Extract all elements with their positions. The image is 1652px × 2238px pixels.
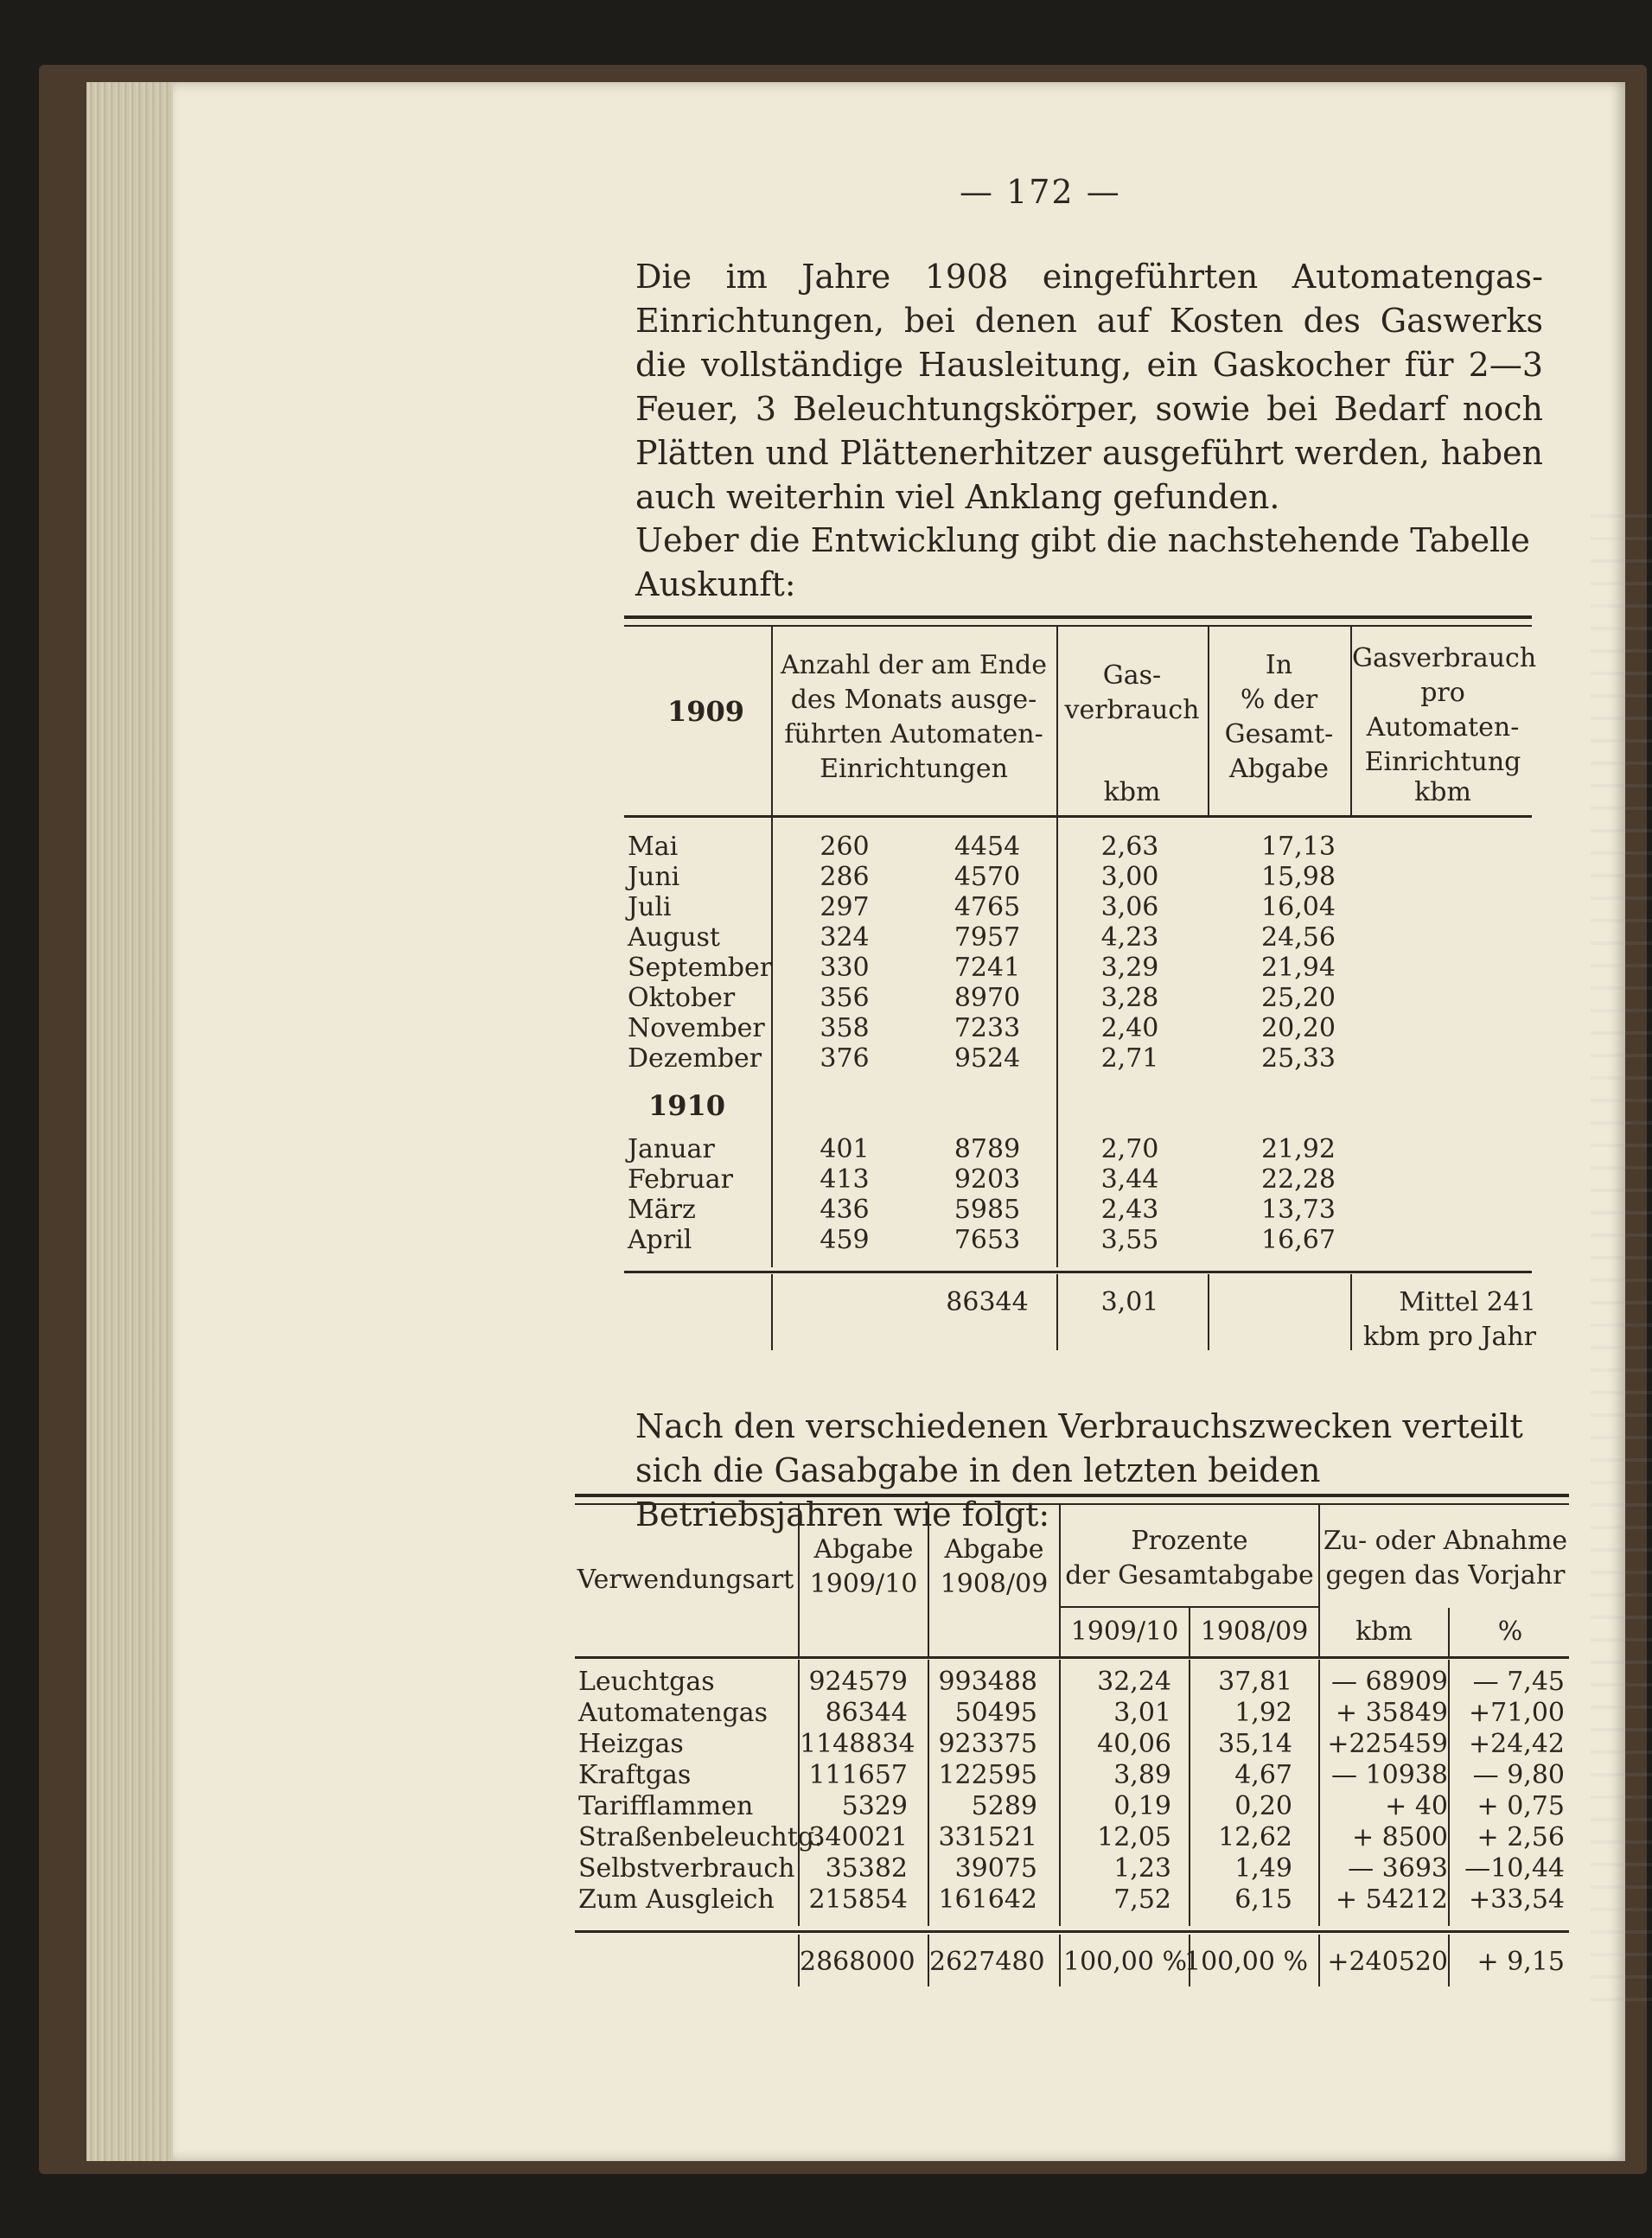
table-row [624,1164,1532,1195]
abgabe2-cell: 923375 [938,1729,1037,1759]
change-kbm-cell: + 54212 [1335,1884,1448,1915]
header-abgabe1-line1: Abgabe [813,1534,914,1565]
table-row [575,1853,1569,1884]
percent-cell: 4,23 [1100,922,1159,953]
abgabe2-cell: 122595 [938,1760,1037,1790]
consumption-cell: 4570 [954,862,1021,892]
change-kbm-cell: + 35849 [1335,1698,1448,1728]
month-cell: Februar [628,1164,734,1195]
verwendung-table [575,1494,1569,1995]
abgabe1-cell: 924579 [808,1667,908,1697]
total-percent: 3,01 [1100,1287,1159,1317]
consumption-cell: 7653 [954,1225,1021,1255]
header-abgabe1-line2: 1909/10 [809,1569,918,1599]
use-cell: Automatengas [578,1698,769,1728]
table2-header-abgabe1 [800,1533,928,1602]
table1-header-count [773,648,1055,787]
table2-header-abgabe2 [929,1533,1059,1602]
prozent1-cell: 32,24 [1097,1667,1171,1697]
table1-header-percent [1209,648,1349,787]
count-cell: 260 [820,832,870,862]
percent-cell: 3,29 [1100,953,1159,983]
month-cell: Mai [628,832,679,862]
header-abgabe2-line2: 1908/09 [940,1569,1049,1599]
per-unit-cell: 15,98 [1261,862,1336,892]
month-cell: Juni [628,862,680,892]
table-row [624,1043,1532,1074]
prozent1-cell: 12,05 [1097,1822,1171,1852]
header-change-line2: gegen das Vorjahr [1325,1560,1566,1591]
total-prozent1: 100,00 % [1063,1947,1188,1977]
table-row [624,1013,1532,1043]
table-row [624,983,1532,1013]
table2-header-change-unit1: kbm [1355,1616,1413,1647]
table2-top-rule [575,1494,1569,1505]
table2-header-rule [575,1656,1569,1659]
consumption-cell: 8970 [954,983,1021,1013]
per-unit-cell: 21,92 [1261,1134,1336,1164]
table1-sum-rule [624,1271,1532,1273]
total-per-unit-line1: Mittel 241 [1399,1287,1536,1317]
per-unit-cell: 16,67 [1261,1225,1336,1255]
table1-header-year: 1909 [667,695,745,728]
change-pct-cell: +71,00 [1468,1698,1565,1728]
abgabe1-cell: 340021 [808,1822,908,1852]
abgabe2-cell: 161642 [938,1884,1037,1915]
use-cell: Kraftgas [578,1760,692,1790]
table1-top-rule [624,615,1532,627]
prozent2-cell: 35,14 [1218,1729,1292,1759]
header-percent-line1: In [1265,650,1293,680]
page-number: — 172 — [960,173,1121,211]
abgabe2-cell: 993488 [938,1667,1037,1697]
total-change-pct: + 9,15 [1477,1947,1565,1977]
table-row [624,832,1532,862]
consumption-cell: 7233 [954,1013,1021,1043]
count-cell: 436 [820,1195,870,1225]
header-per-unit-line3: Automaten- [1366,712,1520,743]
month-cell: März [628,1195,696,1225]
count-cell: 413 [820,1164,870,1195]
table-row [575,1729,1569,1760]
table2-header-prozente-sub1: 1909/10 [1070,1616,1179,1647]
count-cell: 376 [820,1043,870,1074]
table1-header-consumption-unit: kbm [1103,777,1161,807]
percent-cell: 3,44 [1100,1164,1159,1195]
automaten-table [624,615,1537,1352]
per-unit-cell: 16,04 [1261,892,1336,922]
table-row [575,1791,1569,1822]
month-cell: November [628,1013,765,1043]
header-consumption-line2: verbrauch [1064,695,1200,725]
abgabe1-cell: 5329 [841,1791,908,1821]
table-row [624,1195,1532,1225]
change-pct-cell: — 7,45 [1472,1667,1565,1697]
table-row [624,892,1532,922]
percent-cell: 2,63 [1100,832,1159,862]
percent-cell: 3,06 [1100,892,1159,922]
month-cell: Januar [628,1134,715,1164]
table1-header-consumption [1058,659,1206,728]
header-consumption-line1: Gas- [1102,660,1162,691]
table-row [624,1134,1532,1164]
table2-header-change [1320,1524,1571,1593]
change-pct-cell: —10,44 [1464,1853,1565,1884]
table2-header-change-unit2: % [1497,1616,1523,1647]
table1-totals-row [624,1286,1536,1355]
consumption-cell: 7241 [954,953,1021,983]
table-row [624,953,1532,983]
change-kbm-cell: + 8500 [1351,1822,1448,1852]
prozent2-cell: 1,92 [1234,1698,1292,1728]
total-prozent2: 100,00 % [1184,1947,1309,1977]
count-cell: 324 [820,922,870,953]
count-cell: 356 [820,983,870,1013]
count-cell: 297 [820,892,870,922]
percent-cell: 3,28 [1100,983,1159,1013]
bleed-through-texture [1591,514,1652,2001]
table-row [575,1667,1569,1698]
total-consumption: 86344 [946,1287,1029,1317]
header-abgabe2-line1: Abgabe [944,1534,1044,1565]
month-cell: Juli [628,892,672,922]
abgabe2-cell: 5289 [971,1791,1037,1821]
table2-intro: Nach den verschiedenen Verbrauchszwecken verteilt sich die Gasabgabe in den letzten beiden Betriebsjahren wie folgt: [635,1407,1523,1533]
prozent2-cell: 1,49 [1234,1853,1292,1884]
prozent1-cell: 0,19 [1113,1791,1171,1821]
abgabe1-cell: 1148834 [800,1729,915,1759]
table1-header-rule [624,815,1532,818]
percent-cell: 2,40 [1100,1013,1159,1043]
table1-intro: Ueber die Entwicklung gibt die nachstehende Tabelle Auskunft: [635,521,1530,603]
total-abgabe2: 2627480 [929,1947,1045,1977]
prozent2-cell: 37,81 [1218,1667,1292,1697]
change-pct-cell: +33,54 [1468,1884,1565,1915]
consumption-cell: 7957 [954,922,1021,953]
abgabe1-cell: 35382 [825,1853,908,1884]
header-per-unit-line2: pro [1420,678,1465,708]
use-cell: Selbstverbrauch [578,1853,795,1884]
use-cell: Leuchtgas [578,1667,715,1697]
intro-paragraph: Die im Jahre 1908 eingeführten Automatengas-Einrichtungen, bei denen auf Kosten des Gaswerks die vollständige Hausleitung, ein Gaskocher für 2—3 Feuer, 3 Beleuchtungskörper, sowie bei Bedarf noch Plätten und Plättenerhitzer ausgeführt werden, haben auch weiterhin viel Anklang gefunden. [635,258,1543,516]
per-unit-cell: 24,56 [1261,922,1336,953]
abgabe1-cell: 111657 [808,1760,908,1790]
consumption-cell: 4765 [954,892,1021,922]
table2-prozente-subrule [1059,1606,1318,1608]
prozent1-cell: 1,23 [1113,1853,1171,1884]
percent-cell: 2,71 [1100,1043,1159,1074]
per-unit-cell: 25,33 [1261,1043,1336,1074]
table2-header-prozente-sub2: 1908/09 [1200,1616,1309,1647]
prozent2-cell: 0,20 [1234,1791,1292,1821]
use-cell: Zum Ausgleich [578,1884,775,1915]
header-percent-line3: Gesamt- [1224,719,1334,749]
change-pct-cell: + 0,75 [1477,1791,1565,1821]
table2-totals-row [575,1945,1569,1980]
month-cell: Oktober [628,983,736,1013]
table2-header-prozente [1061,1524,1318,1593]
consumption-cell: 9203 [954,1164,1021,1195]
count-cell: 459 [820,1225,870,1255]
per-unit-cell: 20,20 [1261,1013,1336,1043]
percent-cell: 3,00 [1100,862,1159,892]
prozent1-cell: 7,52 [1113,1884,1171,1915]
change-kbm-cell: — 10938 [1331,1760,1448,1790]
abgabe2-cell: 50495 [954,1698,1037,1728]
per-unit-cell: 25,20 [1261,983,1336,1013]
change-pct-cell: — 9,80 [1472,1760,1565,1790]
consumption-cell: 9524 [954,1043,1021,1074]
change-pct-cell: +24,42 [1468,1729,1565,1759]
use-cell: Heizgas [578,1729,684,1759]
percent-cell: 2,43 [1100,1195,1159,1225]
percent-cell: 2,70 [1100,1134,1159,1164]
table-row [624,1225,1532,1255]
abgabe1-cell: 86344 [825,1698,908,1728]
per-unit-cell: 22,28 [1261,1164,1336,1195]
use-cell: Straßenbeleuchtg. [578,1822,823,1852]
change-pct-cell: + 2,56 [1477,1822,1565,1852]
prozent2-cell: 4,67 [1234,1760,1292,1790]
table-row [575,1698,1569,1729]
table2-header-use: Verwendungsart [577,1565,794,1595]
consumption-cell: 8789 [954,1134,1021,1164]
month-cell: Dezember [628,1043,762,1074]
count-cell: 286 [820,862,870,892]
month-cell: September [628,953,773,983]
change-kbm-cell: + 40 [1385,1791,1448,1821]
consumption-cell: 5985 [954,1195,1021,1225]
table2-sum-rule [575,1930,1569,1933]
table1-header-per-unit-unit: kbm [1414,777,1471,807]
percent-cell: 3,55 [1100,1225,1159,1255]
header-count-line3: führten Automaten- [784,719,1043,749]
change-kbm-cell: — 3693 [1348,1853,1448,1884]
consumption-cell: 4454 [954,832,1021,862]
count-cell: 401 [820,1134,870,1164]
header-count-line1: Anzahl der am Ende [780,650,1047,680]
table-row [575,1760,1569,1791]
prozent1-cell: 3,89 [1113,1760,1171,1790]
prozent1-cell: 40,06 [1097,1729,1171,1759]
header-change-line1: Zu- oder Abnahme [1323,1526,1568,1556]
table1-header-per-unit [1352,641,1537,780]
table-row [575,1822,1569,1853]
change-kbm-cell: — 68909 [1331,1667,1448,1697]
prozent1-cell: 3,01 [1113,1698,1171,1728]
per-unit-cell: 17,13 [1261,832,1336,862]
table-row [624,862,1532,892]
month-cell: April [628,1225,692,1255]
count-cell: 358 [820,1013,870,1043]
per-unit-cell: 21,94 [1261,953,1336,983]
month-cell: August [628,922,720,953]
table-row [575,1884,1569,1916]
total-per-unit-line2: kbm pro Jahr [1362,1322,1536,1352]
total-abgabe1: 2868000 [800,1947,915,1977]
header-prozente-line1: Prozente [1131,1526,1248,1556]
header-per-unit-line4: Einrichtung [1364,747,1521,777]
header-percent-line2: % der [1240,685,1318,715]
prozent2-cell: 6,15 [1234,1884,1292,1915]
per-unit-cell: 13,73 [1261,1195,1336,1225]
table-row [624,922,1532,953]
abgabe1-cell: 215854 [808,1884,908,1915]
prozent2-cell: 12,62 [1218,1822,1292,1852]
table1-year-1910: 1910 [648,1089,726,1122]
header-count-line2: des Monats ausge- [790,685,1037,715]
count-cell: 330 [820,953,870,983]
total-change-kbm: +240520 [1327,1947,1448,1977]
abgabe2-cell: 331521 [938,1822,1037,1852]
change-kbm-cell: +225459 [1327,1729,1448,1759]
header-per-unit-line1: Gasverbrauch [1352,643,1537,673]
abgabe2-cell: 39075 [954,1853,1037,1884]
header-count-line4: Einrichtungen [820,754,1008,784]
header-percent-line4: Abgabe [1229,754,1329,784]
use-cell: Tarifflammen [578,1791,754,1821]
header-prozente-line2: der Gesamtabgabe [1065,1560,1314,1591]
